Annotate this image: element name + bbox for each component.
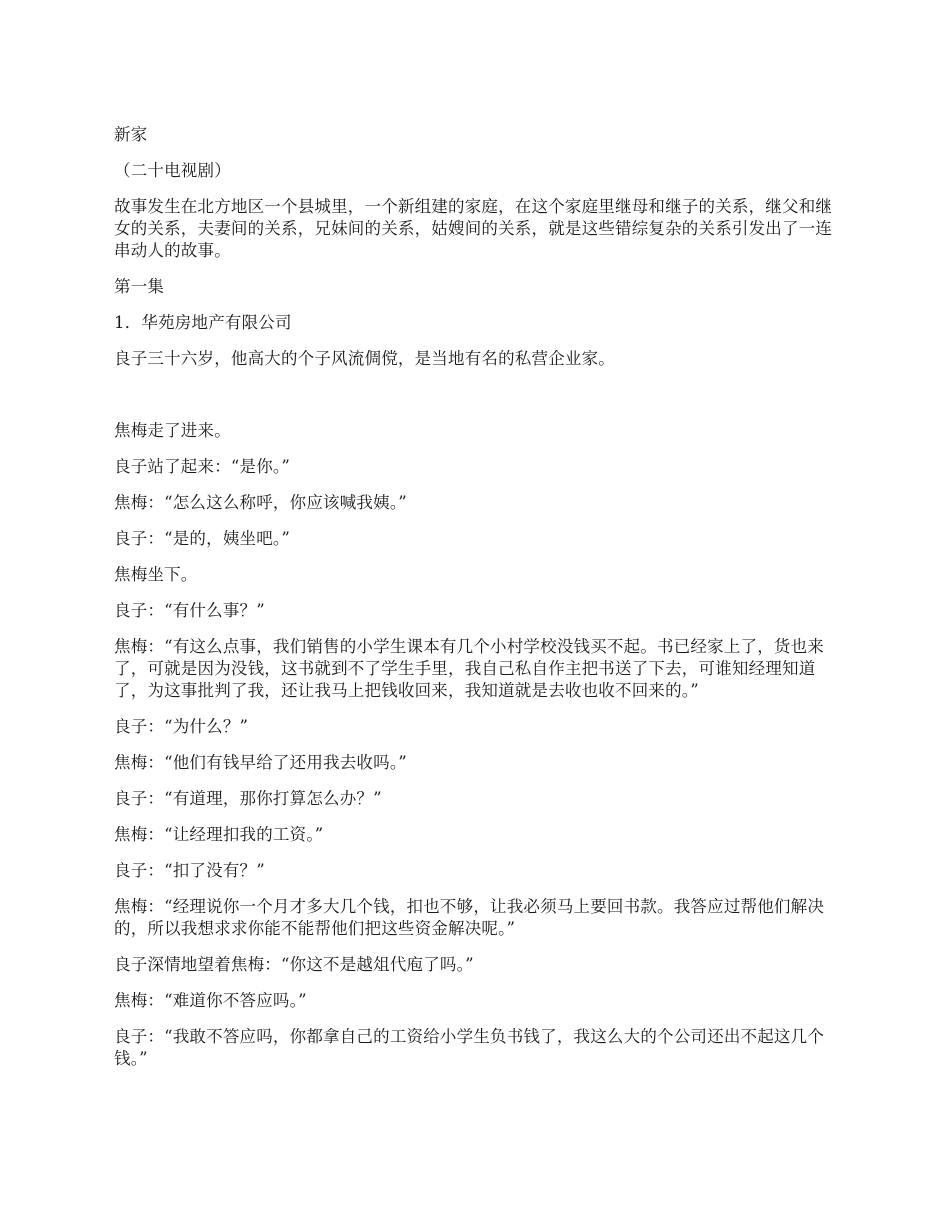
script-line: 良子：“是的，姨坐吧。” — [114, 529, 291, 548]
document-subtitle: （二十电视剧） — [114, 161, 231, 180]
script-line: 良子站了起来：“是你。” — [114, 457, 291, 476]
document-title: 新家 — [114, 125, 148, 144]
document-page — [114, 124, 840, 1084]
script-line: 焦梅走了进来。 — [114, 421, 231, 440]
script-line: 焦梅：“经理说你一个月才多大几个钱，扣也不够，让我必须马上要回书款。我答应过帮他们解决的，所以我想求求你能不能帮他们把这些资金解决呢。” — [114, 897, 825, 938]
script-line: 焦梅坐下。 — [114, 565, 198, 584]
intro-paragraph: 良子三十六岁，他高大的个子风流倜傥，是当地有名的私营企业家。 — [114, 349, 615, 368]
script-line: 良子：“为什么？” — [114, 717, 249, 736]
synopsis-paragraph: 故事发生在北方地区一个县城里，一个新组建的家庭，在这个家庭里继母和继子的关系，继父和继女的关系，夫妻间的关系，兄妹间的关系，姑嫂间的关系，就是这些错综复杂的关系引发出了一连串动人的故事。 — [114, 197, 833, 260]
script-line: 良子：“我敢不答应吗，你都拿自己的工资给小学生负书钱了，我这么大的个公司还出不起这几个钱。” — [114, 1027, 825, 1068]
episode-heading: 第一集 — [114, 277, 165, 296]
script-line: 焦梅：“他们有钱早给了还用我去收吗。” — [114, 753, 407, 772]
script-line: 良子：“有什么事？” — [114, 601, 265, 620]
script-line: 良子：“扣了没有？” — [114, 861, 265, 880]
script-line: 良子：“有道理，那你打算怎么办？” — [114, 789, 382, 808]
script-line: 焦梅：“有这么点事，我们销售的小学生课本有几个小村学校没钱买不起。书已经家上了，货也来了，可就是因为没钱，这书就到不了学生手里，我自己私自作主把书送了下去，可谁知经理知道了，为这事批判了我，还让我马上把钱收回来，我知道就是去收也收不回来的。” — [114, 637, 825, 700]
script-line: 焦梅：“怎么这么称呼，你应该喊我姨。” — [114, 493, 407, 512]
scene-heading: 1．华苑房地产有限公司 — [114, 313, 292, 332]
script-line: 良子深情地望着焦梅：“你这不是越俎代庖了吗。” — [114, 955, 474, 974]
script-line: 焦梅：“让经理扣我的工资。” — [114, 825, 324, 844]
script-line: 焦梅：“难道你不答应吗。” — [114, 991, 307, 1010]
